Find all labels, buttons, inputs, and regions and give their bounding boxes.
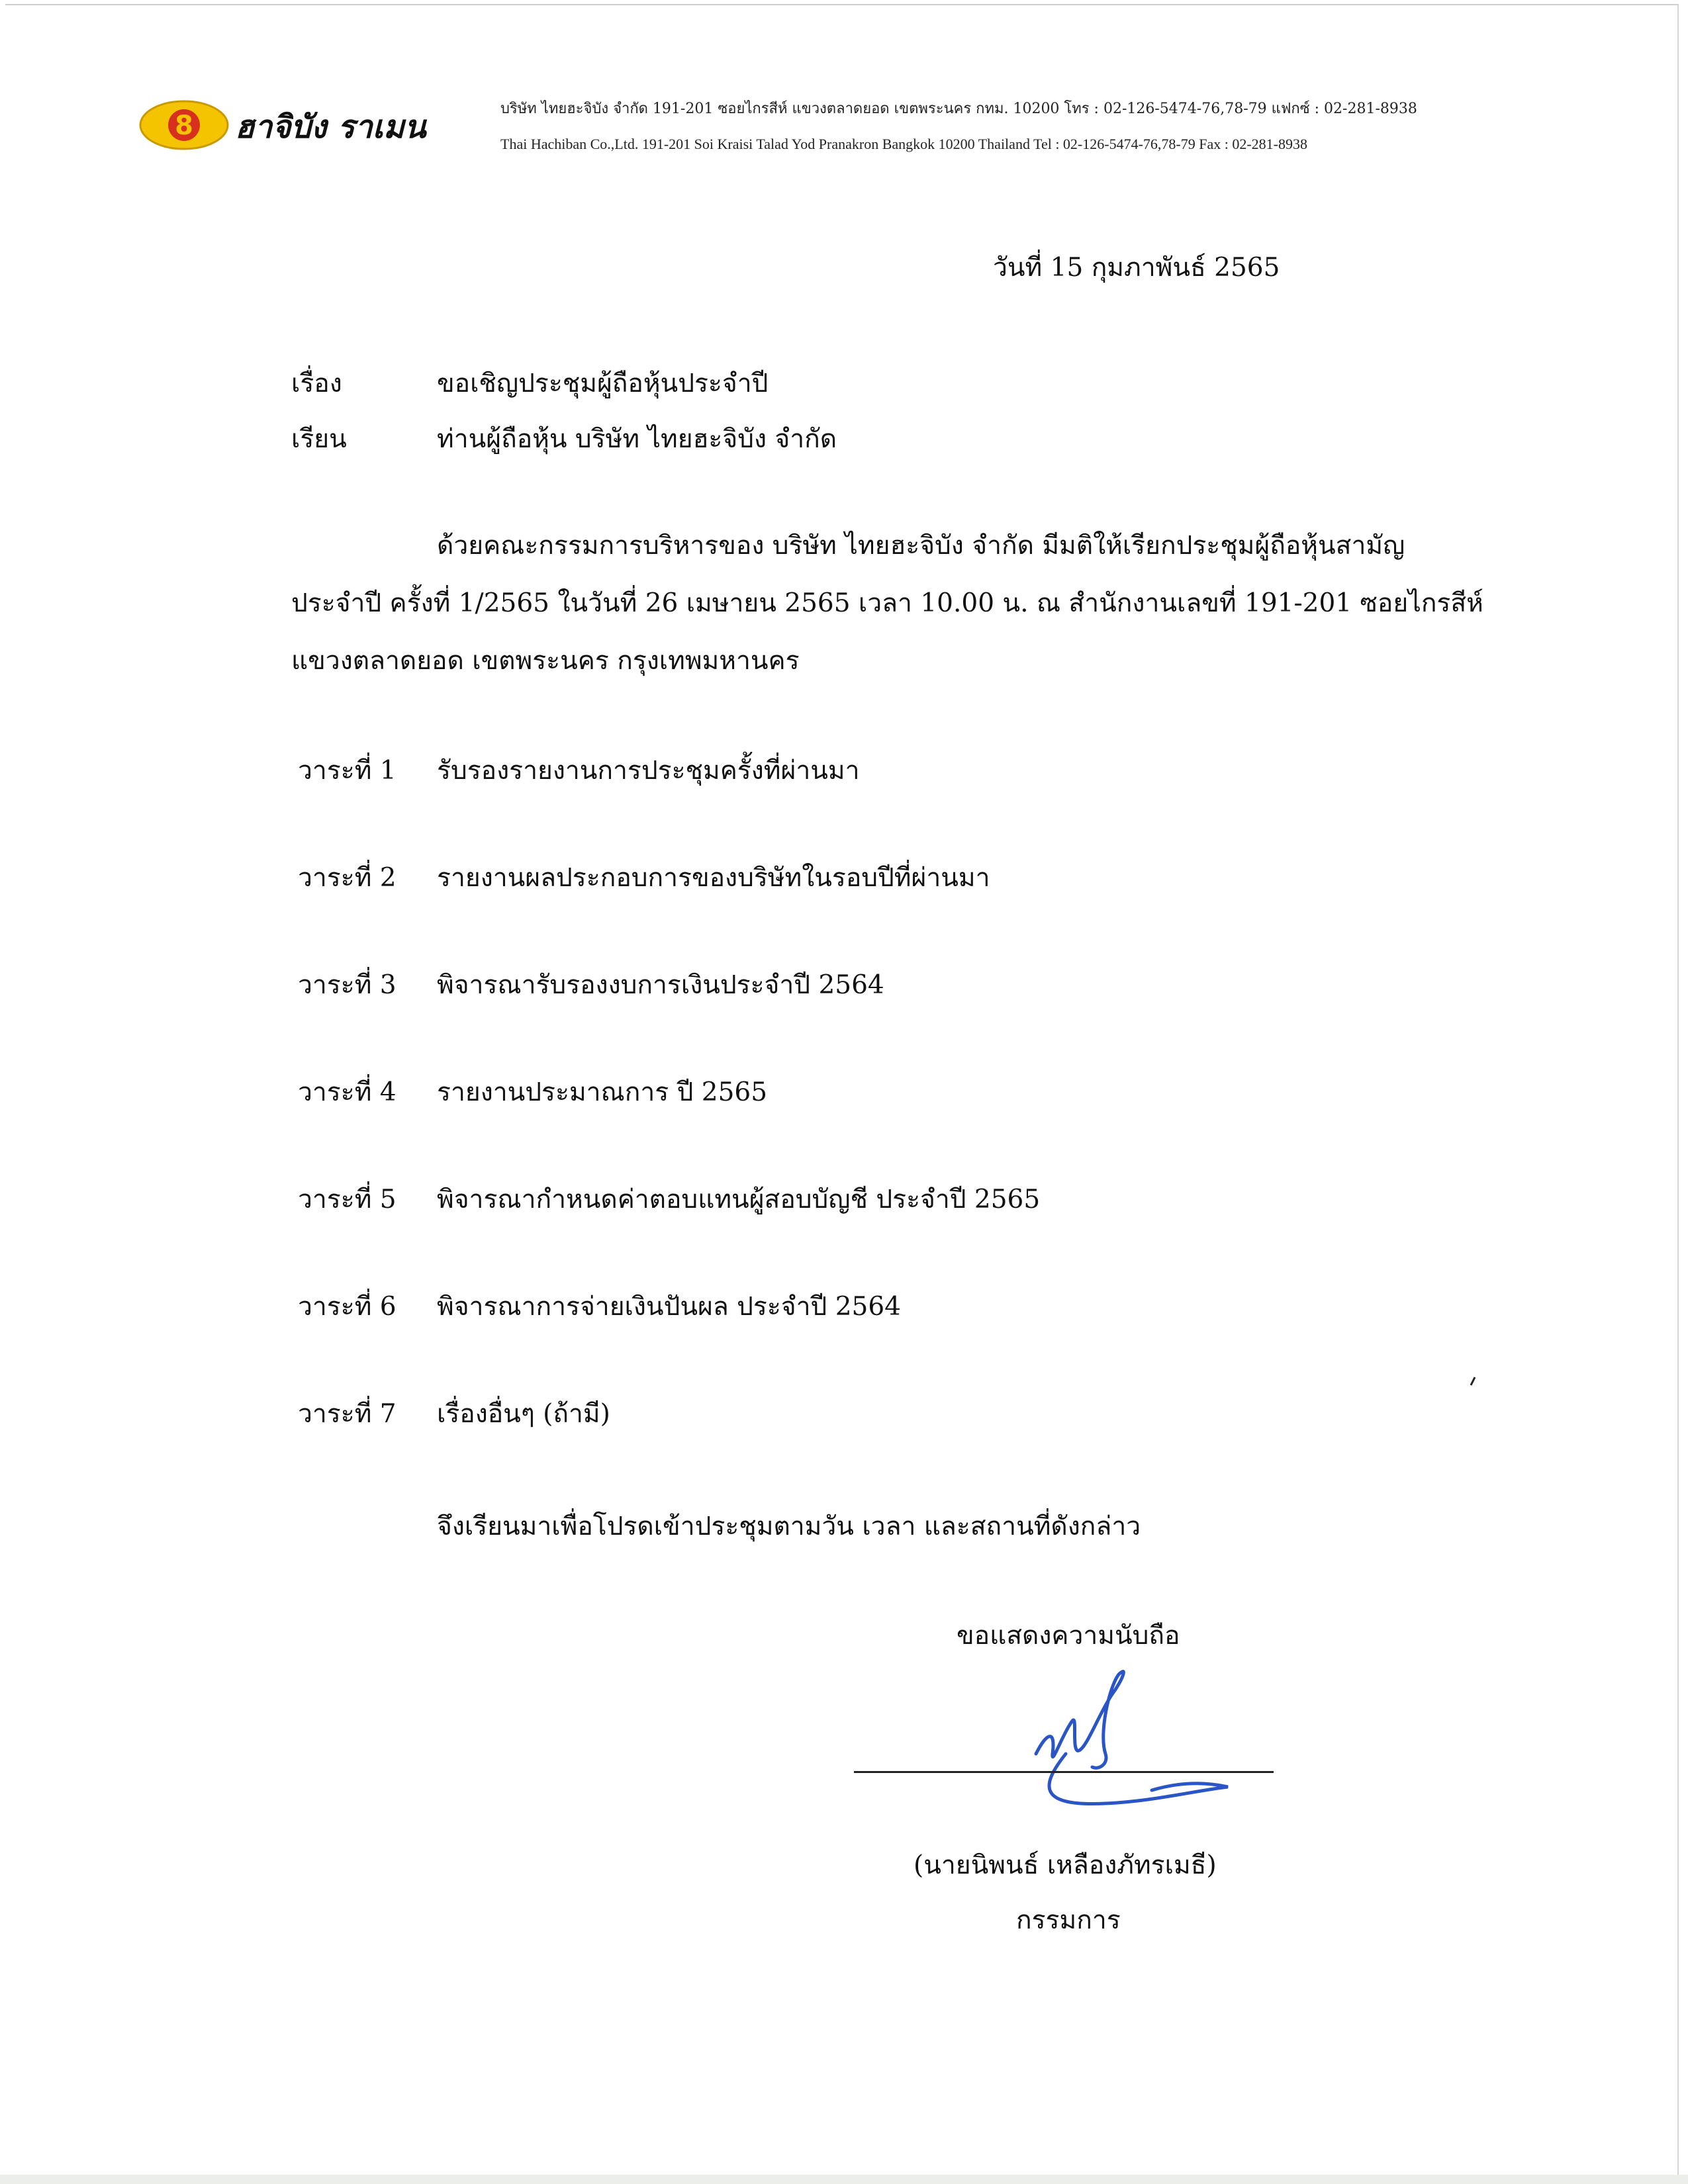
regards-line: ขอแสดงความนับถือ xyxy=(957,1621,1180,1651)
closing-line: จึงเรียนมาเพื่อโปรดเข้าประชุมตามวัน เวลา และสถานที่ดังกล่าว xyxy=(437,1512,1141,1541)
page-border xyxy=(5,4,1679,2179)
company-logo xyxy=(138,95,230,153)
agenda-item-6: พิจารณาการจ่ายเงินปันผล ประจำปี 2564 xyxy=(437,1292,901,1322)
body-line-3: แขวงตลาดยอด เขตพระนคร กรุงเทพมหานคร xyxy=(291,646,800,676)
logo-numeral: 8 xyxy=(175,111,193,141)
agenda-label-6: วาระที่ 6 xyxy=(298,1292,397,1322)
agenda-label-5: วาระที่ 5 xyxy=(298,1185,397,1214)
body-line-1: ด้วยคณะกรรมการบริหารของ บริษัท ไทยฮะจิบัง จำกัด มีมติให้เรียกประชุมผู้ถือหุ้นสามัญ xyxy=(437,531,1405,561)
agenda-label-1: วาระที่ 1 xyxy=(298,756,397,786)
agenda-label-3: วาระที่ 3 xyxy=(298,970,397,1000)
agenda-item-3: พิจารณารับรองงบการเงินประจำปี 2564 xyxy=(437,970,884,1000)
signature-line xyxy=(854,1771,1274,1773)
agenda-label-2: วาระที่ 2 xyxy=(298,863,397,893)
brand-wordmark xyxy=(235,99,480,152)
scan-edge xyxy=(0,2175,1688,2184)
signer-position: กรรมการ xyxy=(1016,1905,1121,1935)
recipient-value: ท่านผู้ถือหุ้น บริษัท ไทยฮะจิบัง จำกัด xyxy=(437,424,837,454)
body-line-2: ประจำปี ครั้งที่ 1/2565 ในวันที่ 26 เมษายน 2565 เวลา 10.00 น. ณ สำนักงานเลขที่ 191-201 ซอยไกรสีห์ xyxy=(291,588,1483,618)
letterhead-address-th: บริษัท ไทยฮะจิบัง จำกัด 191-201 ซอยไกรสีห์ แขวงตลาดยอด เขตพระนคร กทม. 10200 โทร : 02-126-5474-76,78-79 แฟกซ์ : 02-281-8938 xyxy=(500,101,1417,117)
letterhead-address-en: Thai Hachiban Co.,Ltd. 191-201 Soi Kraisi Talad Yod Pranakron Bangkok 10200 Thailand Tel : 02-126-5474-76,78-79 Fax : 02-281-8938 xyxy=(500,136,1308,152)
agenda-item-7: เรื่องอื่นๆ (ถ้ามี) xyxy=(437,1399,610,1429)
agenda-item-1: รับรองรายงานการประชุมครั้งที่ผ่านมา xyxy=(437,756,860,786)
scan-speck xyxy=(1470,1377,1476,1386)
subject-label: เรื่อง xyxy=(291,369,342,398)
agenda-item-5: พิจารณากำหนดค่าตอบแทนผู้สอบบัญชี ประจำปี 2565 xyxy=(437,1185,1041,1214)
agenda-item-4: รายงานประมาณการ ปี 2565 xyxy=(437,1077,768,1107)
letter-date: วันที่ 15 กุมภาพันธ์ 2565 xyxy=(993,253,1280,283)
subject-value: ขอเชิญประชุมผู้ถือหุ้นประจำปี xyxy=(437,369,769,398)
agenda-label-7: วาระที่ 7 xyxy=(298,1399,397,1429)
handwritten-signature xyxy=(1000,1655,1251,1827)
signer-name: (นายนิพนธ์ เหลืองภัทรเมธี) xyxy=(914,1850,1217,1880)
brand-text: ฮาจิบัง ราเมน xyxy=(235,109,426,146)
agenda-label-4: วาระที่ 4 xyxy=(298,1077,397,1107)
agenda-item-2: รายงานผลประกอบการของบริษัทในรอบปีที่ผ่านมา xyxy=(437,863,990,893)
recipient-label: เรียน xyxy=(291,424,347,454)
